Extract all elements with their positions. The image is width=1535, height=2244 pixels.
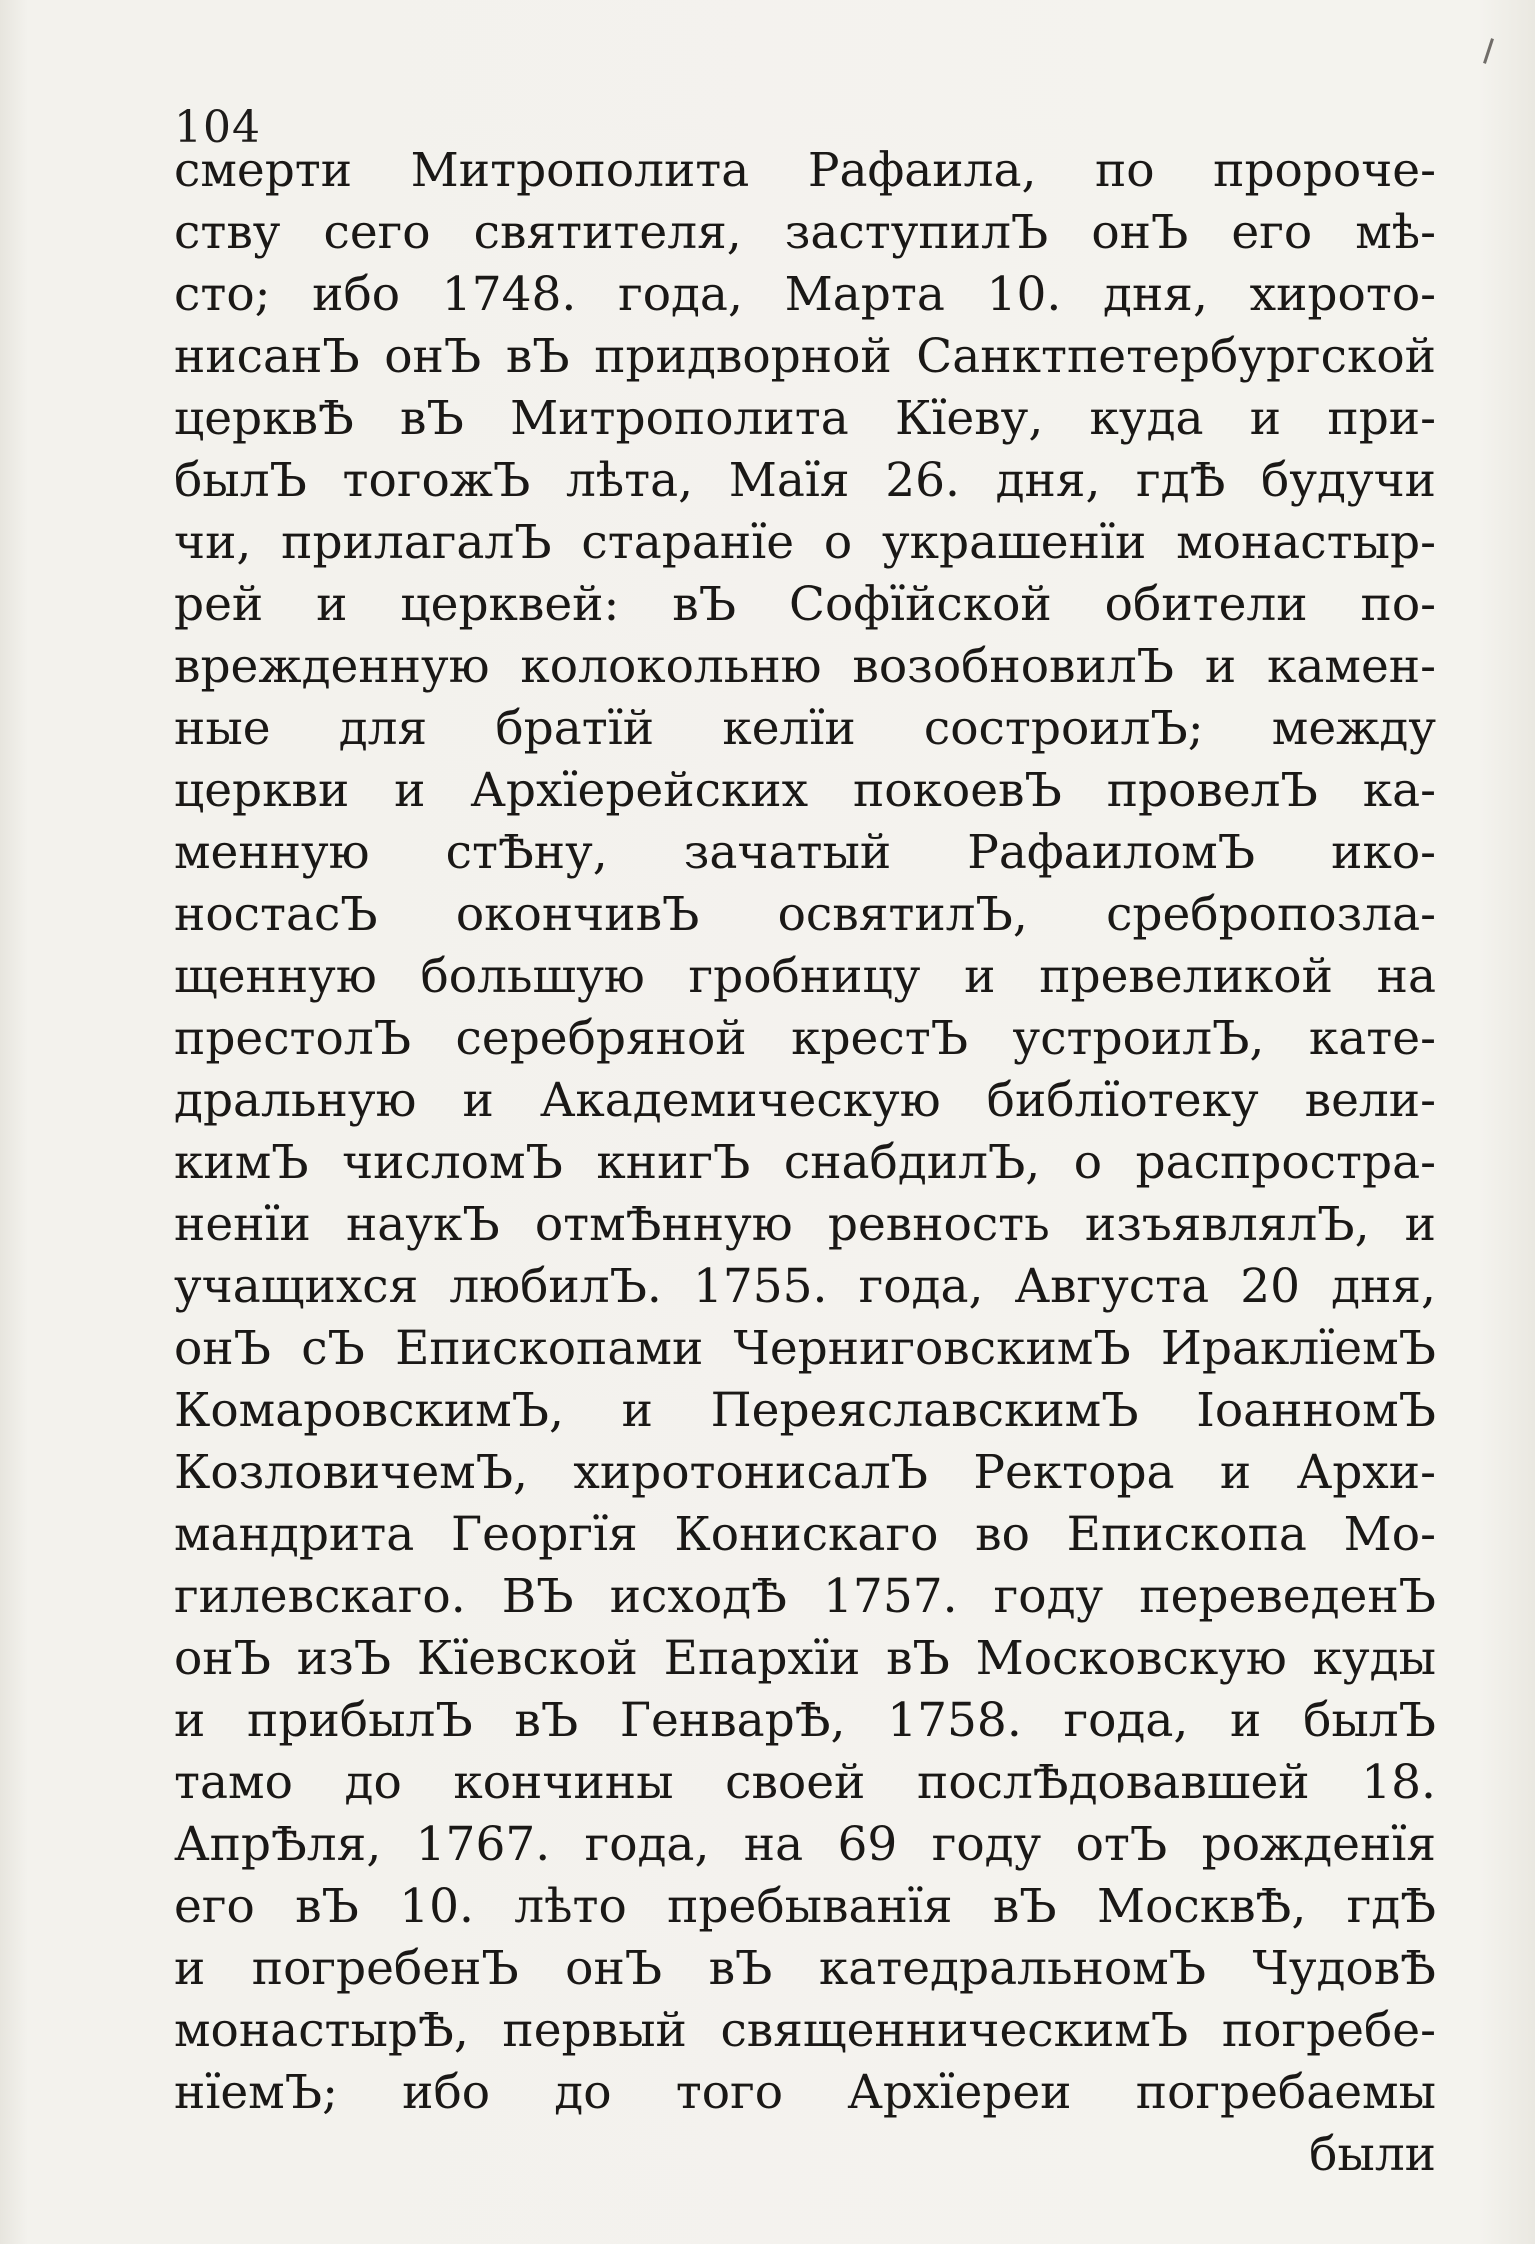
text-line: КомаровскимЪ, и ПереяславскимЪ ІоанномЪ — [174, 1383, 1436, 1438]
text-line: смерти Митрополита Рафаила, по пророче- — [174, 143, 1436, 198]
text-line: АпрѢля, 1767. года, на 69 году отЪ рожденїя — [174, 1817, 1436, 1872]
text-line: церкви и Архїерейских покоевЪ провелЪ ка- — [174, 763, 1436, 818]
text-line: церквѢ вЪ Митрополита Кїеву, куда и при- — [174, 391, 1436, 446]
text-line: гилевскаго. ВЪ исходѢ 1757. году переведенЪ — [174, 1569, 1436, 1624]
text-line: рей и церквей: вЪ Софїйской обители по- — [174, 577, 1436, 632]
text-line: ностасЪ окончивЪ освятилЪ, сребропозла- — [174, 887, 1436, 942]
text-line: ству сего святителя, заступилЪ онЪ его мѣ- — [174, 205, 1436, 260]
text-line: чи, прилагалЪ старанїе о украшенїи монастыр- — [174, 515, 1436, 570]
text-line: дральную и Академическую библїотеку вели- — [174, 1073, 1436, 1128]
text-line: нїемЪ; ибо до того Архїереи погребаемы — [174, 2065, 1436, 2120]
text-line: и погребенЪ онЪ вЪ катедральномЪ ЧудовѢ — [174, 1941, 1436, 1996]
ink-mark — [1483, 38, 1494, 64]
text-line: и прибылЪ вЪ ГенварѢ, 1758. года, и былЪ — [174, 1693, 1436, 1748]
text-line: кимЪ числомЪ книгЪ снабдилЪ, о распростра- — [174, 1135, 1436, 1190]
page-text — [174, 140, 1436, 2186]
text-line: учащихся любилЪ. 1755. года, Августа 20 дня, — [174, 1259, 1436, 1314]
text-line: менную стѢну, зачатый РафаиломЪ ико- — [174, 825, 1436, 880]
text-line: врежденную колокольню возобновилЪ и камен- — [174, 639, 1436, 694]
text-line: ные для братїй келїи состроилЪ; между — [174, 701, 1436, 756]
text-line: ненїи наукЪ отмѢнную ревность изъявлялЪ, и — [174, 1197, 1436, 1252]
text-line: тамо до кончины своей послѢдовавшей 18. — [174, 1755, 1436, 1810]
text-line: его вЪ 10. лѣто пребыванїя вЪ МосквѢ, гдѢ — [174, 1879, 1436, 1934]
text-line: былЪ тогожЪ лѣта, Маїя 26. дня, гдѢ будучи — [174, 453, 1436, 508]
text-line: мандрита Георгїя Конискаго во Епископа Мо- — [174, 1507, 1436, 1562]
catchword: были — [1309, 2127, 1436, 2182]
text-line: монастырѢ, первый священническимЪ погребе- — [174, 2003, 1436, 2058]
text-line: онЪ сЪ Епископами ЧерниговскимЪ ИраклїемЪ — [174, 1321, 1436, 1376]
text-line: сто; ибо 1748. года, Марта 10. дня, хирото- — [174, 267, 1436, 322]
text-line: онЪ изЪ Кїевской Епархїи вЪ Московскую куды — [174, 1631, 1436, 1686]
text-line: КозловичемЪ, хиротонисалЪ Ректора и Архи- — [174, 1445, 1436, 1500]
text-line: щенную большую гробницу и превеликой на — [174, 949, 1436, 1004]
text-line: престолЪ серебряной крестЪ устроилЪ, кате- — [174, 1011, 1436, 1066]
text-line: нисанЪ онЪ вЪ придворной Санктпетербургской — [174, 329, 1436, 384]
page-number: 104 — [174, 102, 261, 153]
